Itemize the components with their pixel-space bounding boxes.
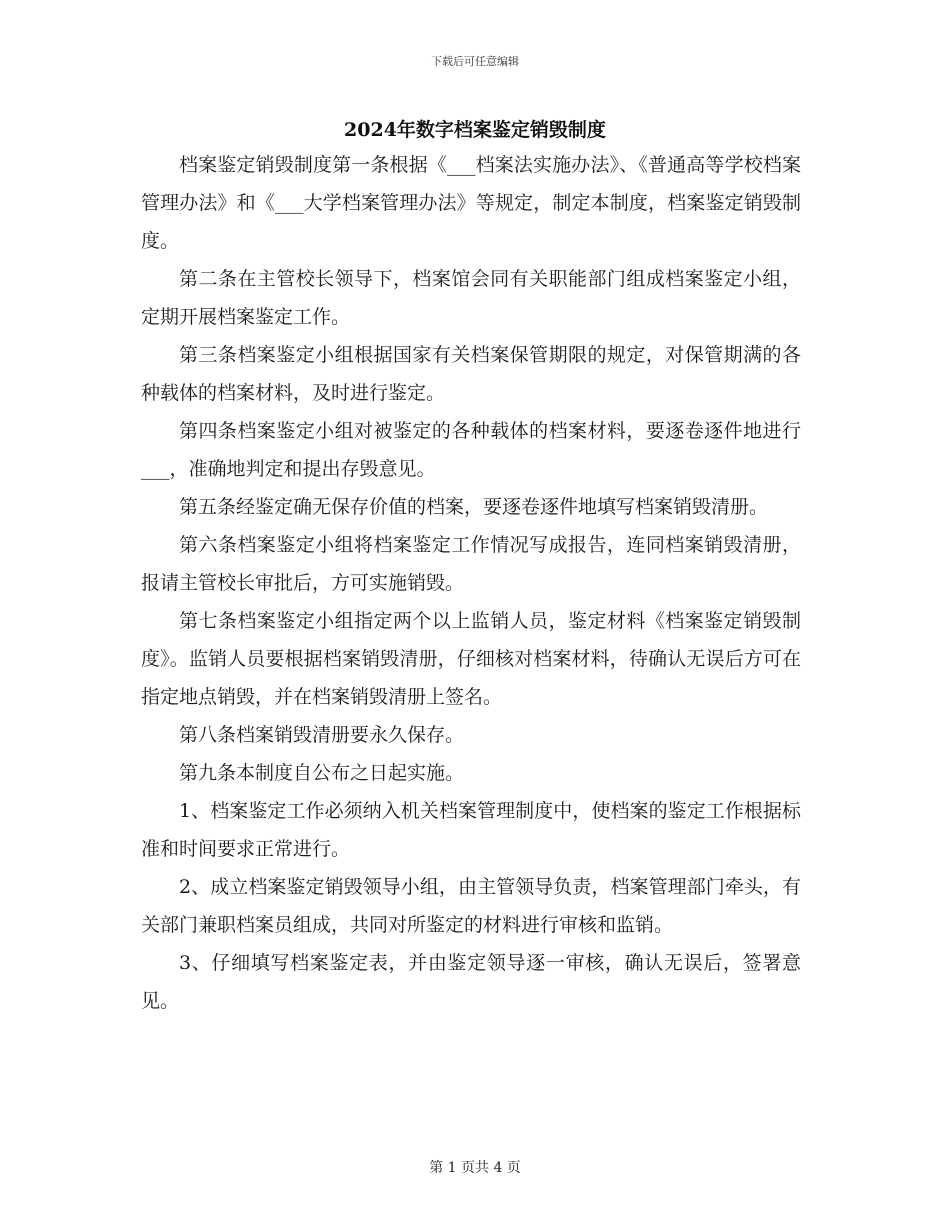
document-body [141,146,801,1020]
page-number-footer: 第 1 页共 4 页 [429,1160,521,1176]
paragraph-1: 档案鉴定销毁制度第一条根据《___档案法实施办法》、《普通高等学校档案管理办法》和《___大学档案管理办法》等规定，制定本制度，档案鉴定销毁制度。 [141,154,801,252]
paragraph-9: 第九条本制度自公布之日起实施。 [179,762,465,784]
paragraph-2: 第二条在主管校长领导下，档案馆会同有关职能部门组成档案鉴定小组，定期开展档案鉴定工作。 [141,268,801,328]
paragraph-12: 3、仔细填写档案鉴定表，并由鉴定领导逐一审核，确认无误后，签署意见。 [141,952,801,1012]
paragraph-4: 第四条档案鉴定小组对被鉴定的各种载体的档案材料，要逐卷逐件地进行___，准确地判定和提出存毁意见。 [141,420,801,480]
paragraph-10: 1、档案鉴定工作必须纳入机关档案管理制度中，使档案的鉴定工作根据标准和时间要求正常进行。 [141,800,801,860]
paragraph-7: 第七条档案鉴定小组指定两个以上监销人员，鉴定材料《档案鉴定销毁制度》。监销人员要根据档案销毁清册，仔细核对档案材料，待确认无误后方可在指定地点销毁，并在档案销毁清册上签名。 [141,610,801,708]
paragraph-11: 2、成立档案鉴定销毁领导小组，由主管领导负责，档案管理部门牵头，有关部门兼职档案员组成，共同对所鉴定的材料进行审核和监销。 [141,876,801,936]
paragraph-5: 第五条经鉴定确无保存价值的档案，要逐卷逐件地填写档案销毁清册。 [179,496,769,518]
paragraph-6: 第六条档案鉴定小组将档案鉴定工作情况写成报告，连同档案销毁清册，报请主管校长审批后，方可实施销毁。 [141,534,801,594]
paragraph-8: 第八条档案销毁清册要永久保存。 [179,724,465,746]
page-header-note: 下载后可任意编辑 [431,55,519,68]
document-title: 2024年数字档案鉴定销毁制度 [344,119,606,141]
paragraph-3: 第三条档案鉴定小组根据国家有关档案保管期限的规定，对保管期满的各种载体的档案材料，及时进行鉴定。 [141,344,801,404]
